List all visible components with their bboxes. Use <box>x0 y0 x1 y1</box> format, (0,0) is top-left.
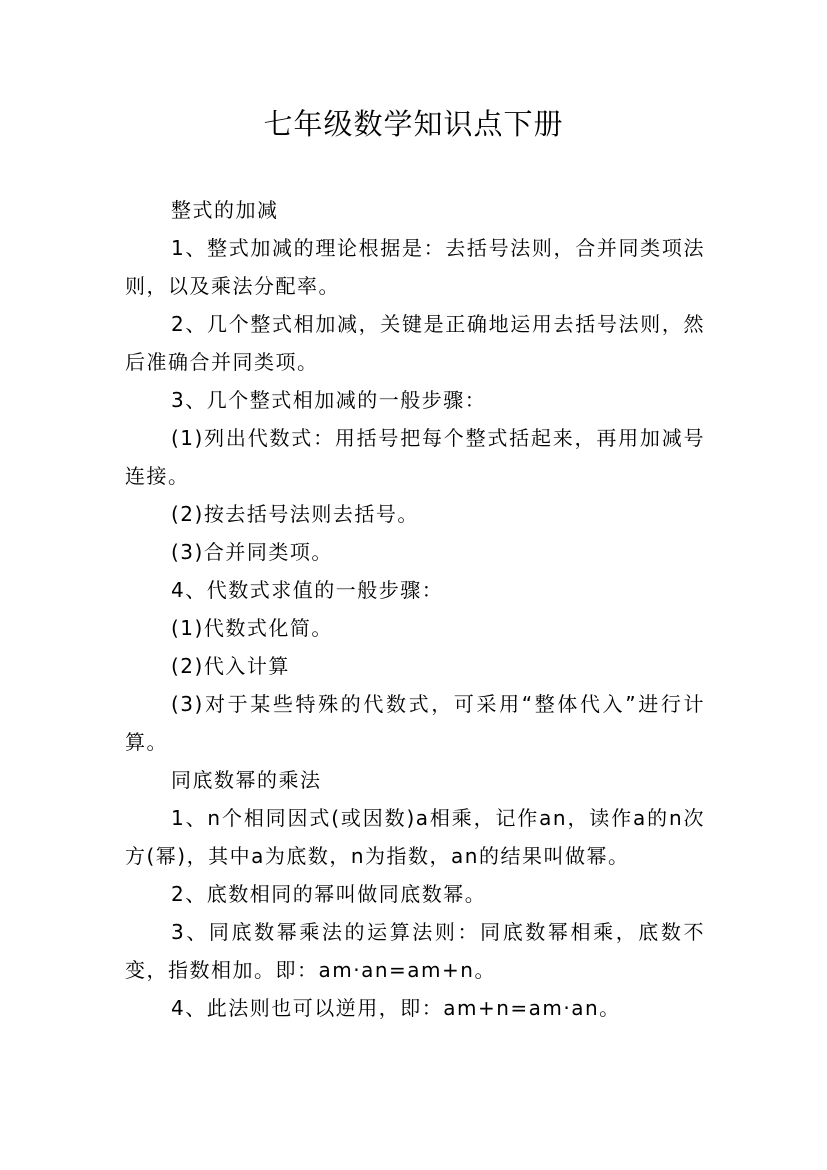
paragraph: 2、底数相同的幂叫做同底数幂。 <box>171 882 487 906</box>
paragraph: 1、整式加减的理论根据是：去括号法则，合并同类项法则，以及乘法分配率。 <box>125 236 705 298</box>
paragraph: 4、代数式求值的一般步骤： <box>171 578 444 602</box>
paragraph: 3、同底数幂乘法的运算法则：同底数幂相乘，底数不变，指数相加。即：am·an=am+n。 <box>125 920 705 982</box>
paragraph: 4、此法则也可以逆用，即：am+n=am·an。 <box>171 996 621 1020</box>
paragraph: 2、几个整式相加减，关键是正确地运用去括号法则，然后准确合并同类项。 <box>125 312 705 374</box>
document-title: 七年级数学知识点下册 <box>263 107 564 141</box>
paragraph: (2)按去括号法则去括号。 <box>171 502 419 526</box>
paragraph: (3)对于某些特殊的代数式，可采用“整体代入”进行计算。 <box>125 692 705 754</box>
paragraph: 1、n个相同因式(或因数)a相乘，记作an，读作a的n次方(幂)，其中a为底数，n为指数，an的结果叫做幂。 <box>125 806 705 868</box>
paragraph: (1)列出代数式：用括号把每个整式括起来，再用加减号连接。 <box>125 426 705 488</box>
paragraph: (3)合并同类项。 <box>171 540 333 564</box>
paragraph: (2)代入计算 <box>171 654 290 678</box>
section-heading-polynomial-addition: 整式的加减 <box>171 198 279 222</box>
section-heading-power-multiplication: 同底数幂的乘法 <box>171 768 322 792</box>
document-body <box>125 191 705 1027</box>
paragraph: (1)代数式化简。 <box>171 616 333 640</box>
paragraph: 3、几个整式相加减的一般步骤： <box>171 388 487 412</box>
